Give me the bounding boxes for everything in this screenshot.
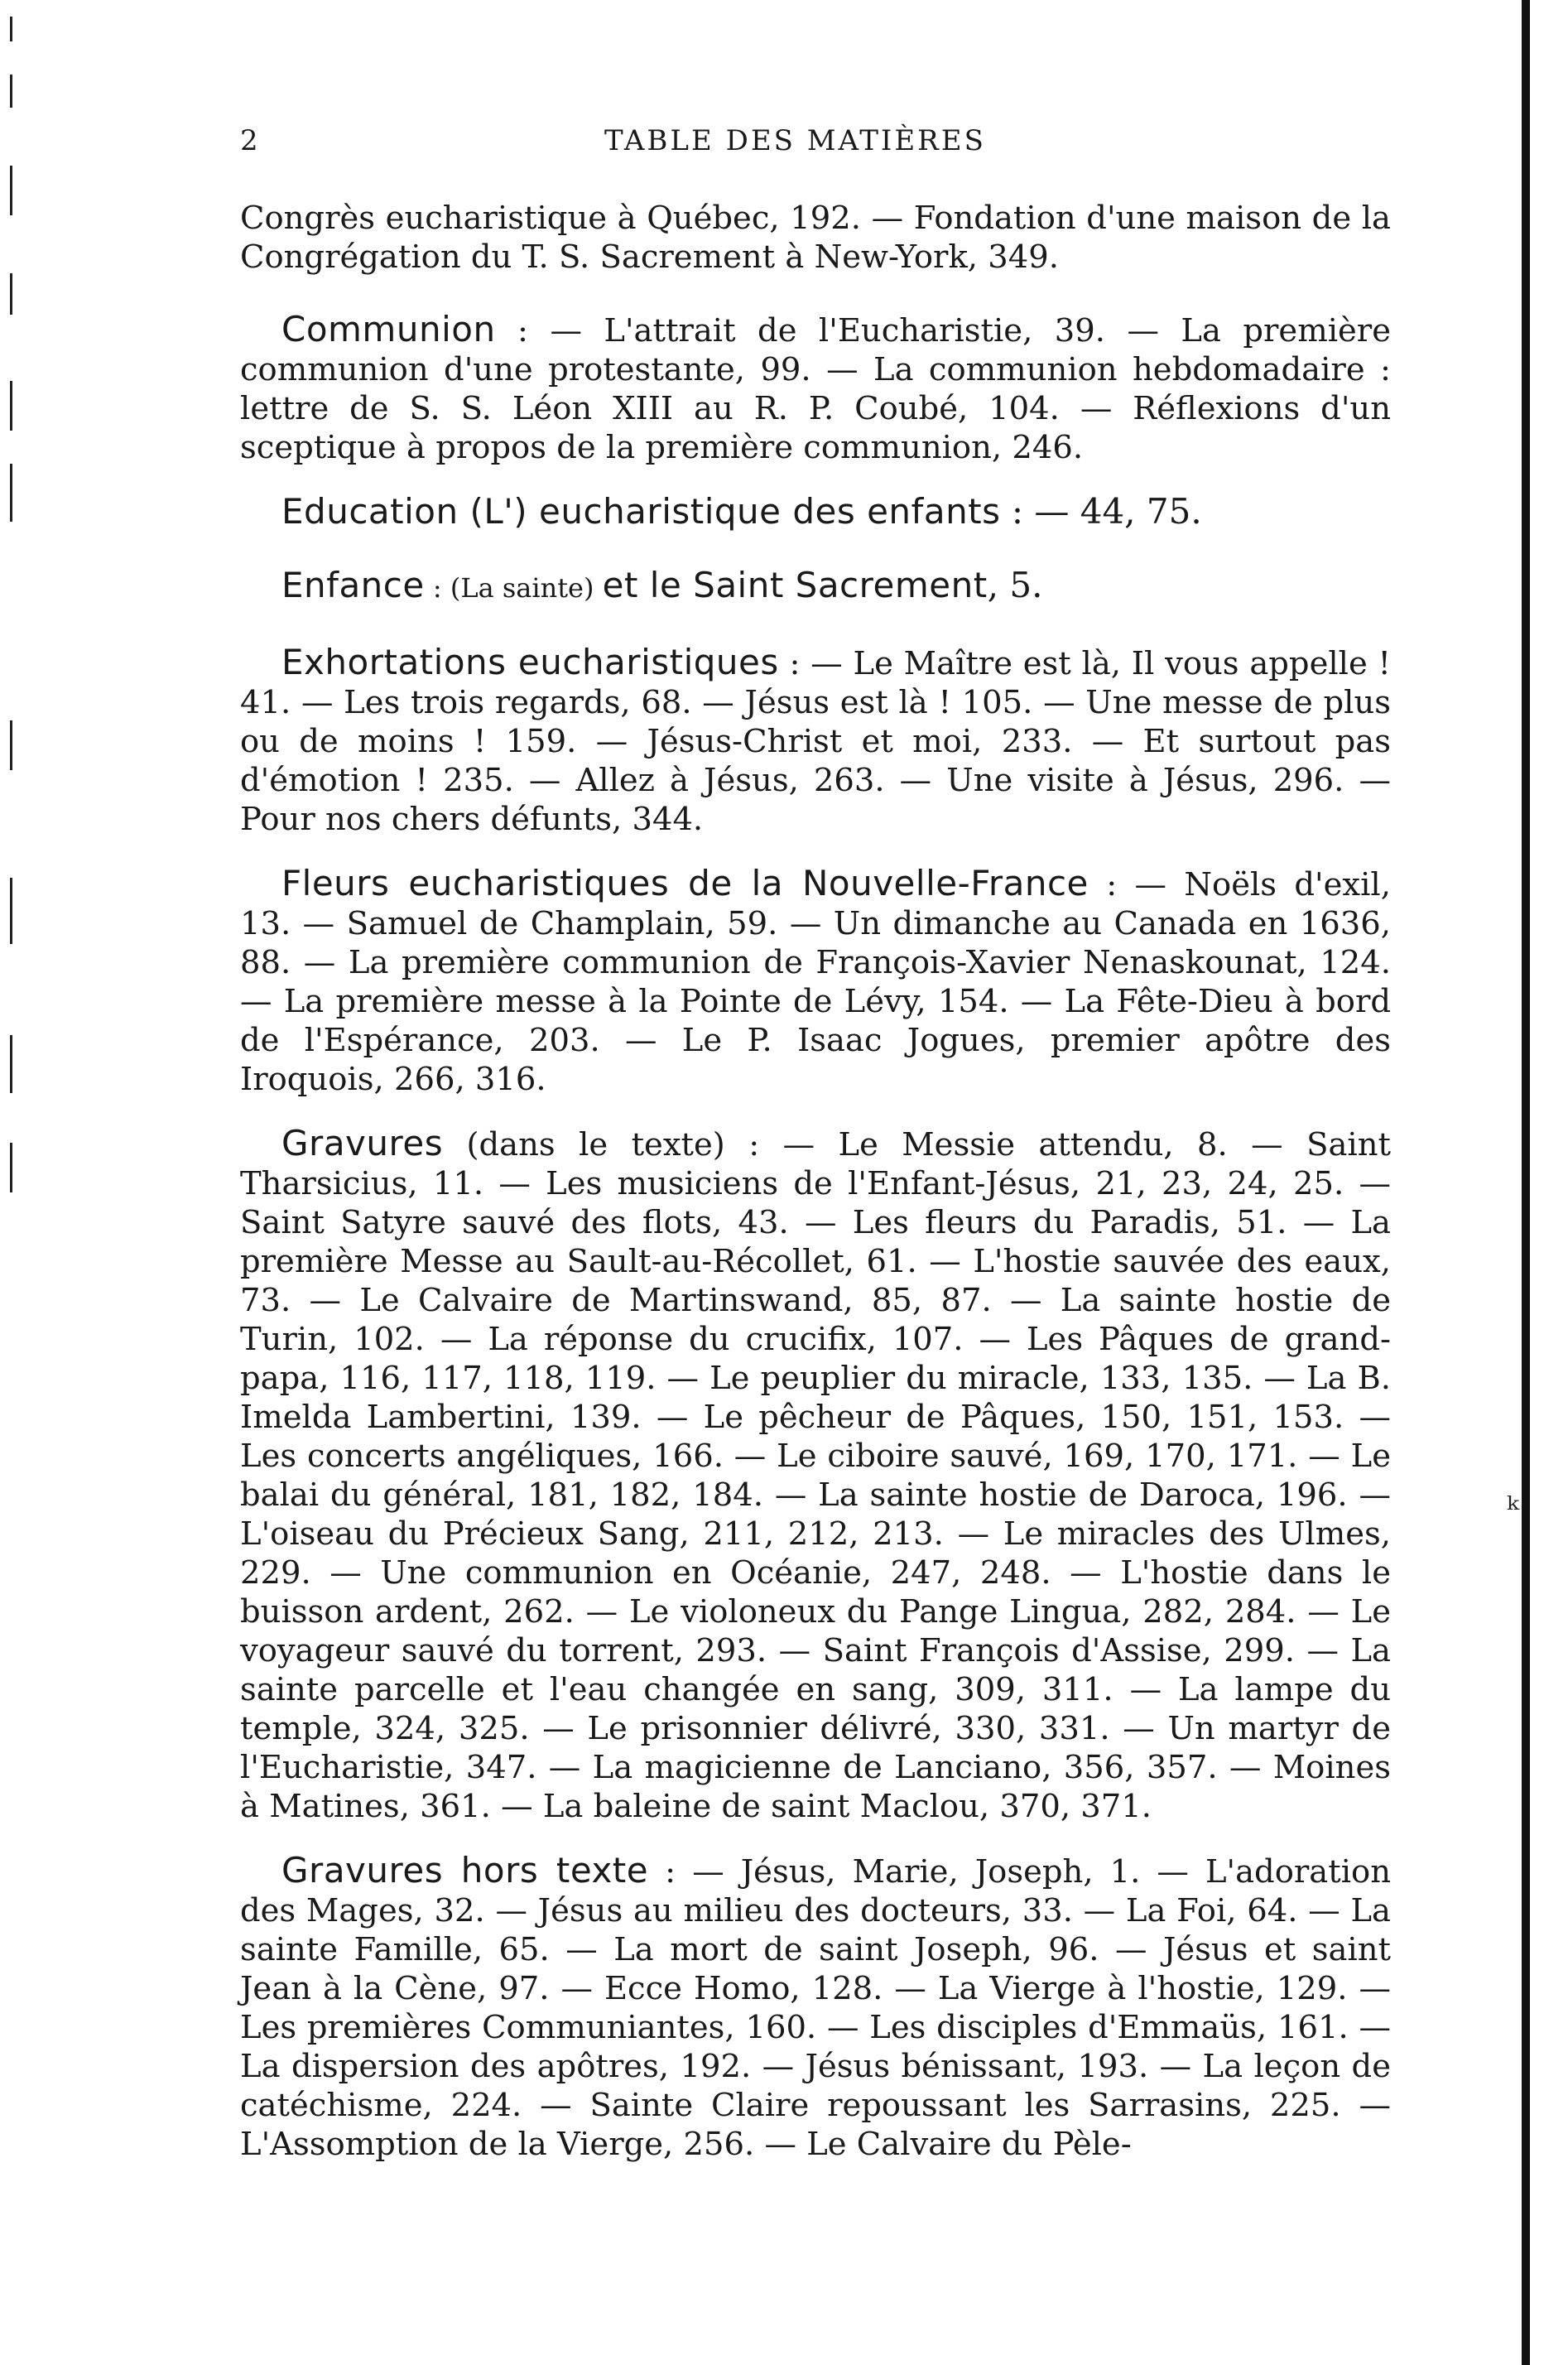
entry-heading: Gravures xyxy=(281,1123,444,1163)
index-entry-gravures-hors-texte xyxy=(240,1851,1391,2164)
entry-text: : — Le Maître est là, Il vous appelle ! 41. — Les trois regards, 68. — Jésus est là ! 105. — Une messe de plus ou de moins ! 159. — Jésus-Christ et moi, 233. — Et surtout pas d'émotion ! 235. — Allez à Jésus, 263. — Une visite à Jésus, 296. — Pour nos chers défunts, 344. xyxy=(240,645,1392,838)
entry-heading: Fleurs eucharistiques de la Nouvelle-France xyxy=(281,863,1089,903)
entry-text: (dans le texte) : — Le Messie attendu, 8. — Saint Tharsicius, 11. — Les musiciens de l'Enfant-Jésus, 21, 23, 24, 25. — Saint Satyre sauvé des flots, 43. — Les fleurs du Paradis, 51. — La première Messe au Sault-au-Récollet, 61. — L'hostie sauvée des eaux, 73. — Le Calvaire de Martinswand, 85, 87. — La sainte hostie de Turin, 102. — La réponse du crucifix, 107. — Les Pâques de grand-papa, 116, 117, 118, 119. — Le peuplier du miracle, 133, 135. — La B. Imelda Lambertini, 139. — Le pêcheur de Pâques, 150, 151, 153. — Les concerts angéliques, 166. — Le ciboire sauvé, 169, 170, 171. — Le balai du général, 181, 182, 184. — La sainte hostie de Daroca, 196. — L'oiseau du Précieux Sang, 211, 212, 213. — Le miracles des Ulmes, 229. — Une communion en Océanie, 247, 248. — L'hostie dans le buisson ardent, 262. — Le violoneux du Pange Lingua, 282, 284. — Le voyageur sauvé du torrent, 293. — Saint François d'Assise, 299. — La sainte parcelle et l'eau changée en sang, 309, 311. — La lampe du temple, 324, 325. — Le prisonnier délivré, 330, 331. — Un martyr de l'Eucharistie, 347. — La magicienne de Lanciano, 356, 357. — Moines à Matines, 361. — La baleine de saint Maclou, 370, 371. xyxy=(240,1126,1391,1825)
entry-text: : — Noëls d'exil, 13. — Samuel de Champlain, 59. — Un dimanche au Canada en 1636, 88. — La première communion de François-Xavier Nenaskounat, 124. — La première messe à la Pointe de Lévy, 154. — La Fête-Dieu à bord de l'Espérance, 203. — Le P. Isaac Jogues, premier apôtre des Iroquois, 266, 316. xyxy=(240,866,1391,1098)
entry-text: : — 44, 75. xyxy=(1000,491,1202,532)
index-entry-exhortations xyxy=(240,643,1391,839)
page-number: 2 xyxy=(240,124,259,157)
page-edge-rule xyxy=(1522,0,1530,2365)
entry-heading: Exhortations eucharistiques xyxy=(281,642,779,682)
entry-text: : — L'attrait de l'Eucharistie, 39. — La première communion d'une protestante, 99. — La communion hebdomadaire : lettre de S. S. Léon XIII au R. P. Coubé, 104. — Réflexions d'un sceptique à propos de la première communion, 246. xyxy=(240,312,1391,466)
entry-heading: Enfance xyxy=(281,565,425,605)
index-entry-communion xyxy=(240,310,1391,467)
book-page xyxy=(240,124,1391,2189)
running-title: TABLE DES MATIÈRES xyxy=(604,124,986,157)
entry-heading: Gravures hors texte xyxy=(281,1850,649,1891)
entry-text: Congrès eucharistique à Québec, 192. — Fondation d'une maison de la Congrégation du T. S. Sacrement à New-York, 349. xyxy=(240,200,1391,276)
index-entry-education xyxy=(240,492,1391,531)
entry-text: : — Jésus, Marie, Joseph, 1. — L'adoration des Mages, 32. — Jésus au milieu des docteurs, 33. — La Foi, 64. — La sainte Famille, 65. — La mort de saint Joseph, 96. — Jésus et saint Jean à la Cène, 97. — Ecce Homo, 128. — La Vierge à l'hostie, 129. — Les premières Communiantes, 160. — Les disciples d'Emmaüs, 161. — La dispersion des apôtres, 192. — Jésus bénissant, 193. — La leçon de catéchisme, 224. — Sainte Claire repoussant les Sarrasins, 225. — L'Assomption de la Vierge, 256. — Le Calvaire du Pèle- xyxy=(240,1853,1391,2163)
index-entry-gravures xyxy=(240,1124,1391,1826)
binding-marks xyxy=(0,0,23,1242)
entry-heading: Communion xyxy=(281,309,496,349)
entry-heading-tail: et le Saint Sacrement xyxy=(602,565,988,605)
index-entry-fleurs xyxy=(240,864,1391,1099)
entry-text: , 5. xyxy=(987,565,1043,605)
running-header xyxy=(240,124,1391,174)
entry-heading-inner: : (La sainte) xyxy=(424,572,603,604)
index-entry-congres xyxy=(240,199,1391,277)
entry-heading: Education (L') eucharistique des enfants xyxy=(281,491,1001,532)
index-entry-enfance xyxy=(240,566,1391,608)
margin-mark: ᵏ xyxy=(1507,1491,1519,1529)
